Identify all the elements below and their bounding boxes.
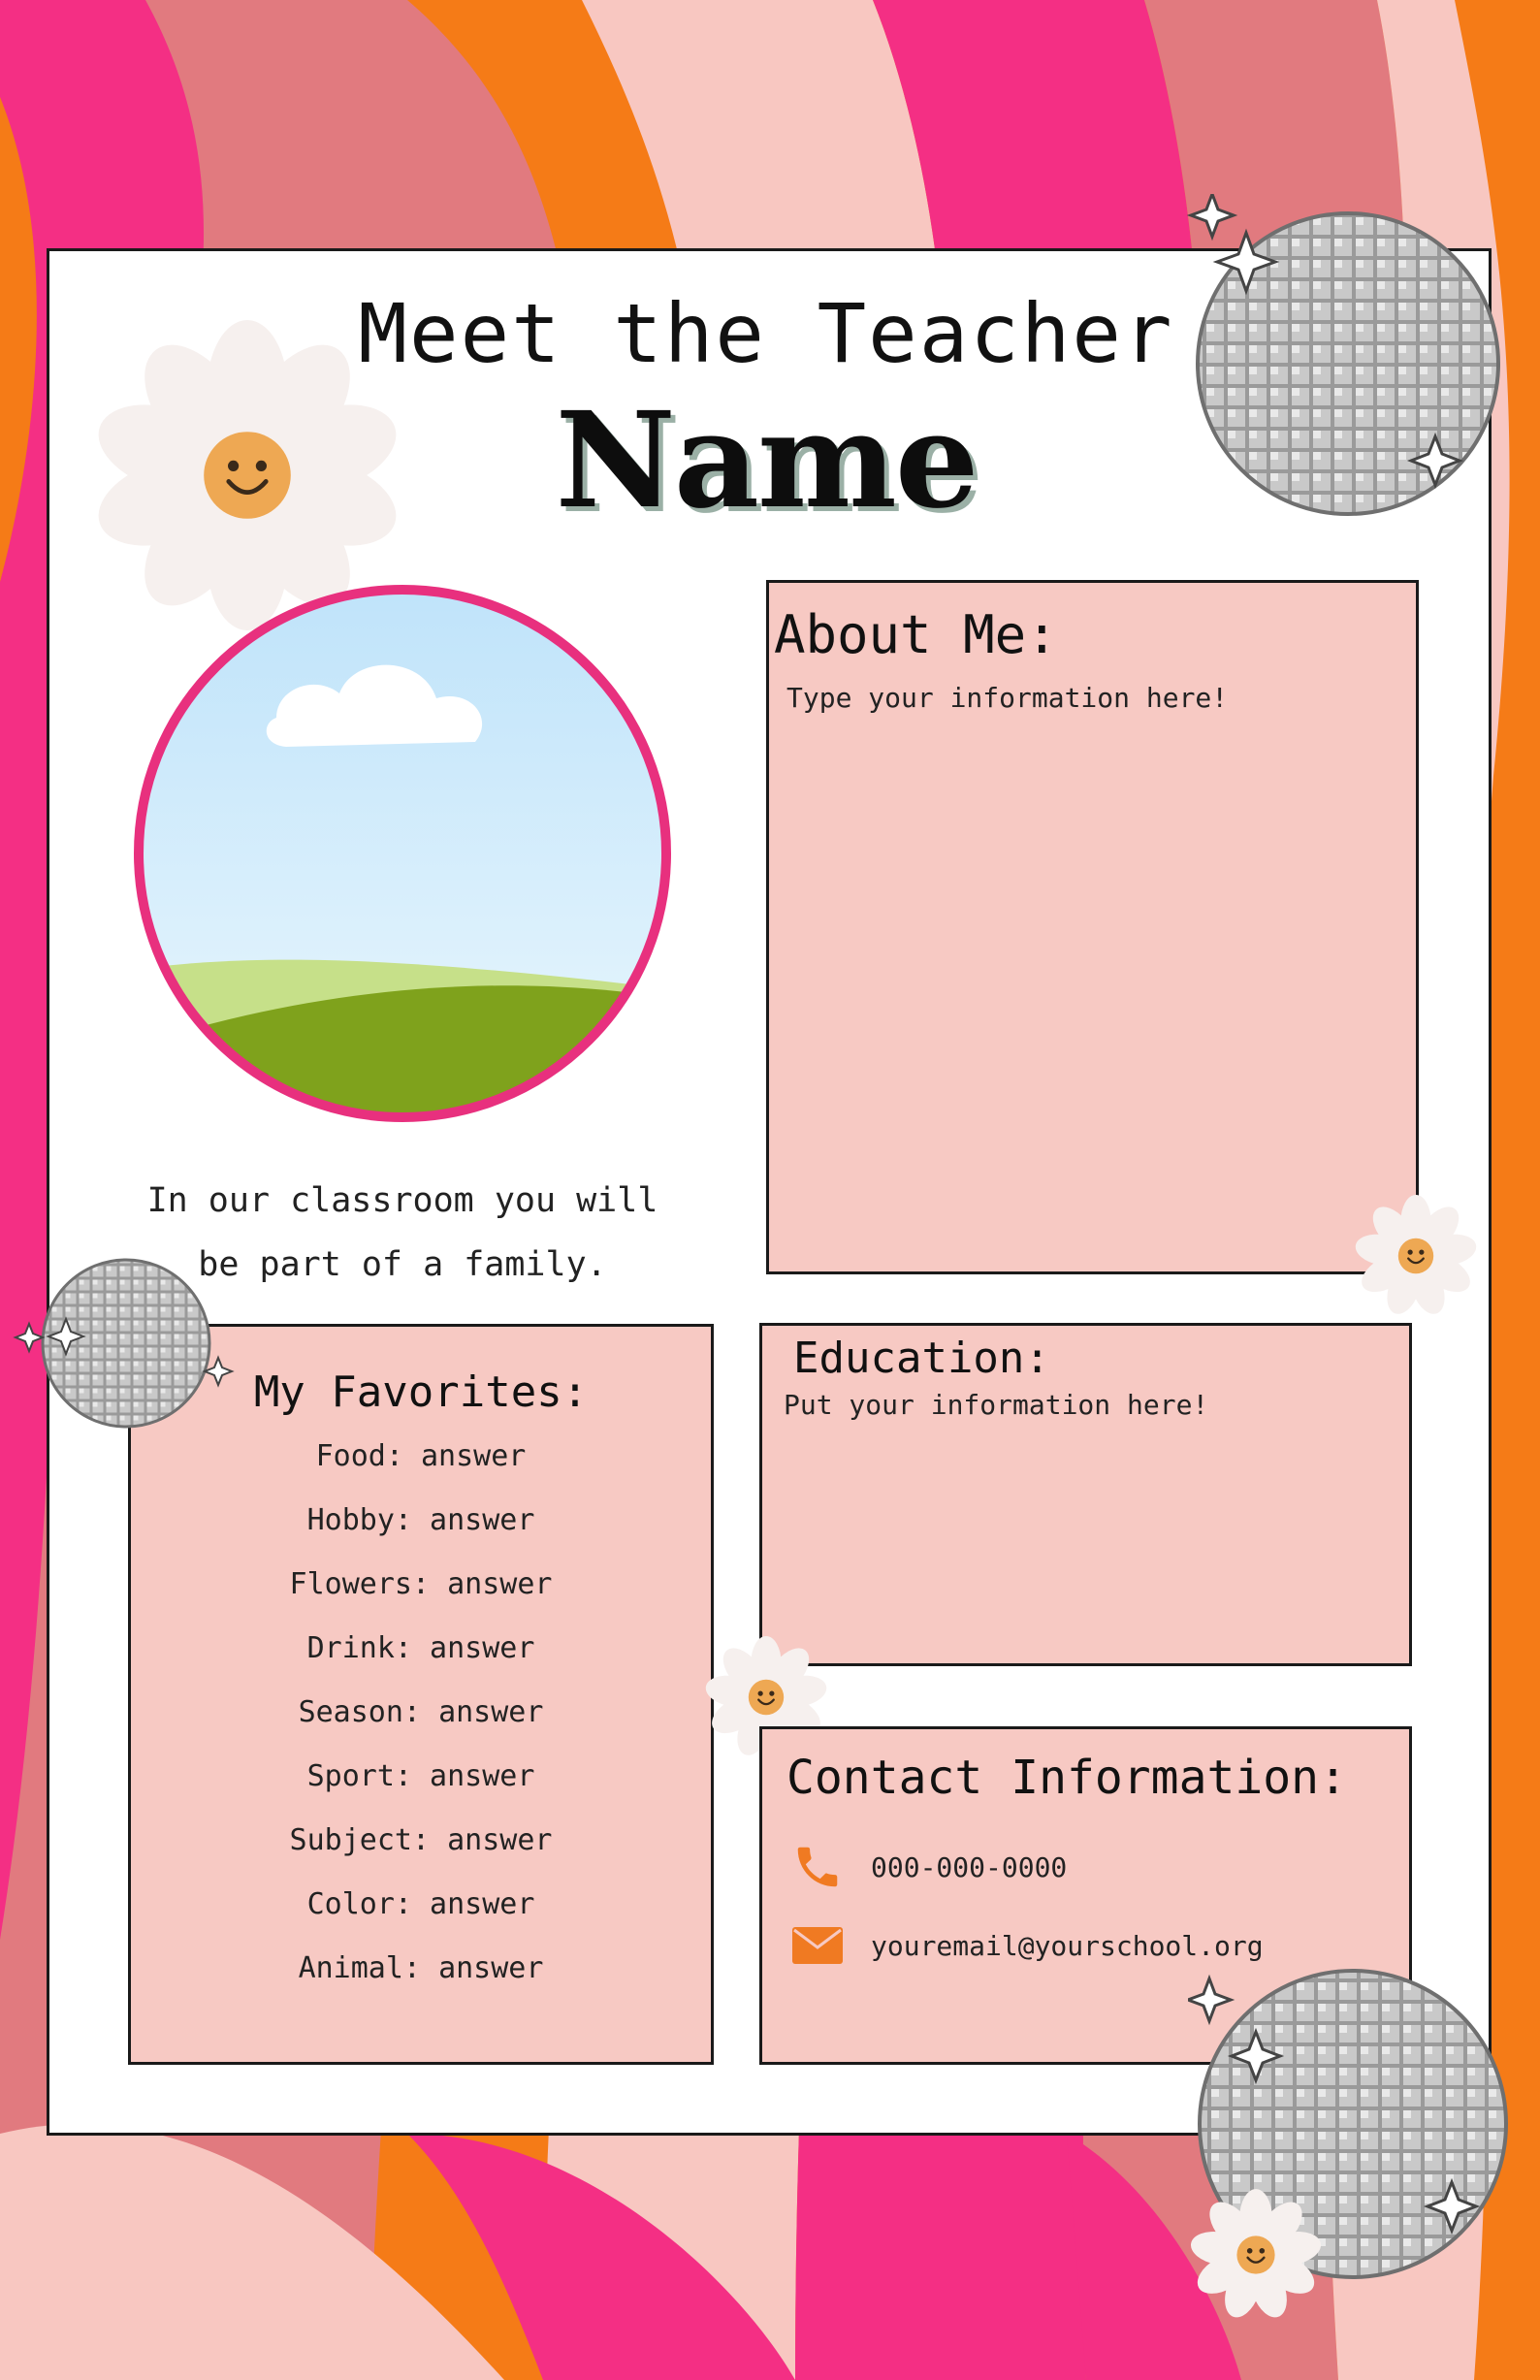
favorite-value[interactable]: answer bbox=[430, 1503, 535, 1537]
about-me-panel[interactable] bbox=[766, 580, 1419, 1274]
favorite-item-season[interactable] bbox=[131, 1695, 711, 1729]
contact-email[interactable]: youremail@yourschool.org bbox=[871, 1929, 1264, 1962]
favorite-value[interactable]: answer bbox=[438, 1695, 544, 1729]
disco-ball-icon bbox=[1183, 194, 1503, 524]
favorite-label: Drink: bbox=[306, 1631, 412, 1665]
about-me-text[interactable]: Type your information here! bbox=[786, 682, 1229, 714]
favorite-value[interactable]: answer bbox=[447, 1823, 553, 1857]
favorite-value[interactable]: answer bbox=[438, 1951, 544, 1985]
favorite-label: Season: bbox=[298, 1695, 421, 1729]
contact-heading: Contact Information: bbox=[786, 1751, 1347, 1805]
favorite-label: Hobby: bbox=[306, 1503, 412, 1537]
about-me-heading: About Me: bbox=[774, 604, 1058, 665]
favorite-label: Color: bbox=[306, 1887, 412, 1921]
daisy-smiley-icon bbox=[1188, 2187, 1324, 2323]
favorite-item-animal[interactable] bbox=[131, 1951, 711, 1985]
daisy-smiley-icon bbox=[1353, 1193, 1479, 1319]
education-heading: Education: bbox=[793, 1334, 1050, 1383]
page-title: Meet the Teacher bbox=[358, 286, 1174, 381]
favorites-heading: My Favorites: bbox=[253, 1367, 589, 1417]
education-text[interactable]: Put your information here! bbox=[784, 1389, 1209, 1421]
favorite-item-sport[interactable] bbox=[131, 1759, 711, 1793]
contact-phone-row[interactable] bbox=[791, 1841, 1067, 1893]
favorite-value[interactable]: answer bbox=[421, 1439, 527, 1473]
favorite-item-drink[interactable] bbox=[131, 1631, 711, 1665]
tagline-line-1: In our classroom you will bbox=[146, 1181, 658, 1220]
favorite-value[interactable]: answer bbox=[430, 1631, 535, 1665]
teacher-name[interactable]: Name bbox=[555, 383, 978, 538]
favorite-label: Sport: bbox=[306, 1759, 412, 1793]
favorite-item-flowers[interactable] bbox=[131, 1567, 711, 1601]
favorite-value[interactable]: answer bbox=[430, 1759, 535, 1793]
disco-ball-icon bbox=[10, 1251, 242, 1435]
favorite-value[interactable]: answer bbox=[447, 1567, 553, 1601]
favorite-value[interactable]: answer bbox=[430, 1887, 535, 1921]
favorite-item-food[interactable] bbox=[131, 1439, 711, 1473]
favorite-label: Animal: bbox=[298, 1951, 421, 1985]
phone-icon bbox=[791, 1841, 844, 1893]
favorite-label: Flowers: bbox=[289, 1567, 431, 1601]
favorite-item-subject[interactable] bbox=[131, 1823, 711, 1857]
education-panel[interactable] bbox=[759, 1323, 1412, 1666]
favorite-label: Food: bbox=[315, 1439, 403, 1473]
favorite-label: Subject: bbox=[289, 1823, 431, 1857]
favorite-item-color[interactable] bbox=[131, 1887, 711, 1921]
teacher-photo-placeholder[interactable] bbox=[131, 582, 674, 1125]
contact-phone[interactable]: 000-000-0000 bbox=[871, 1850, 1068, 1883]
favorite-item-hobby[interactable] bbox=[131, 1503, 711, 1537]
tagline-line-2: be part of a family. bbox=[198, 1245, 607, 1284]
envelope-icon bbox=[791, 1923, 844, 1968]
